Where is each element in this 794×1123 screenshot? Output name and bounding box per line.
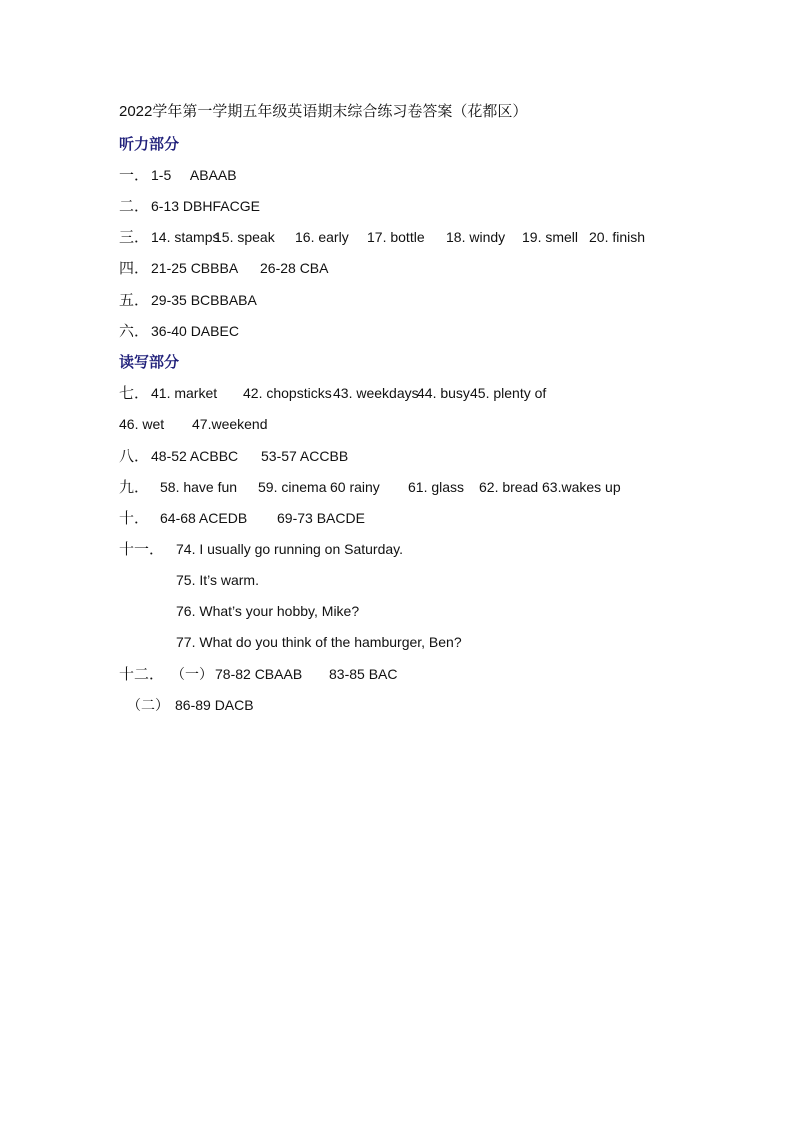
answer-row-12 [119, 664, 397, 685]
answer-row-7 [119, 383, 546, 404]
answer-text: 29-35 BCBBABA [151, 292, 257, 308]
answer-text: 64-68 ACEDB [160, 510, 248, 526]
answer-text: 53-57 ACCBB [261, 448, 349, 464]
answer-line-75: 75. It’s warm. [176, 572, 259, 588]
answer-text: 14. stamps [151, 229, 220, 245]
answer-text: 63.wakes up [542, 479, 621, 495]
question-number: 二． [119, 198, 150, 215]
subpart-label: （一） [171, 666, 213, 682]
answer-row-11 [119, 539, 403, 560]
question-number: 四． [119, 260, 150, 277]
answer-text: 78-82 CBAAB [215, 666, 303, 682]
answer-text: 59. cinema [258, 479, 327, 495]
answer-line-77: 77. What do you think of the hamburger, Ben? [176, 634, 462, 650]
answer-text: 1-5 ABAAB [151, 167, 237, 183]
answer-row-6 [119, 321, 239, 342]
answer-text: 62. bread [479, 479, 539, 495]
answer-text: 6-13 DBHFACGE [151, 198, 260, 214]
answer-text: 46. wet [119, 416, 165, 432]
answer-row-9 [119, 477, 621, 498]
question-number: 八． [119, 448, 150, 465]
subpart-label: （二） [127, 697, 169, 713]
answer-text: 17. bottle [367, 229, 425, 245]
page-title: 2022学年第一学期五年级英语期末综合练习卷答案（花都区） [119, 103, 528, 120]
reading-section-heading: 读写部分 [119, 354, 180, 371]
question-number: 十一． [119, 541, 165, 558]
answer-row-8 [119, 446, 348, 467]
answer-row-10 [119, 508, 365, 529]
answer-row-5 [119, 290, 257, 311]
answer-text: 61. glass [408, 479, 465, 495]
answer-text: 44. busy [417, 385, 470, 401]
answer-text: 18. windy [446, 229, 506, 245]
question-number: 七． [119, 385, 150, 402]
question-number: 三． [119, 229, 150, 246]
answer-row-3 [119, 227, 645, 248]
listening-section-heading: 听力部分 [119, 136, 180, 153]
answer-row-4 [119, 258, 328, 279]
answer-text: 19. smell [522, 229, 579, 245]
answer-line-76: 76. What’s your hobby, Mike? [176, 603, 360, 619]
answer-text: 26-28 CBA [260, 260, 329, 276]
answer-text: 41. market [151, 385, 218, 401]
answer-text: 48-52 ACBBC [151, 448, 239, 464]
answer-text: 86-89 DACB [175, 697, 254, 713]
question-number: 六． [119, 323, 150, 340]
answer-row-12-part2 [127, 695, 254, 715]
answer-row-1 [119, 165, 237, 186]
question-number: 五． [119, 292, 150, 309]
answer-text: 47.weekend [192, 416, 268, 432]
answer-text: 42. chopsticks [243, 385, 332, 401]
answer-text: 60 rainy [330, 479, 380, 495]
answer-text: 36-40 DABEC [151, 323, 239, 339]
question-number: 十二． [119, 666, 165, 683]
answer-text: 21-25 CBBBA [151, 260, 239, 276]
answer-text: 20. finish [589, 229, 646, 245]
answer-text: 16. early [295, 229, 349, 245]
answer-row-2 [119, 196, 260, 217]
answer-text: 45. plenty of [470, 385, 547, 401]
question-number: 一． [119, 167, 150, 184]
answer-text: 58. have fun [160, 479, 238, 495]
answer-text: 83-85 BAC [329, 666, 398, 682]
answer-text: 74. I usually go running on Saturday. [176, 541, 404, 557]
answer-text: 69-73 BACDE [277, 510, 365, 526]
answer-text: 15. speak [214, 229, 275, 245]
question-number: 九． [119, 479, 150, 496]
question-number: 十． [119, 510, 150, 527]
answer-text: 43. weekdays [333, 385, 419, 401]
answer-row-7-continued [119, 414, 268, 434]
